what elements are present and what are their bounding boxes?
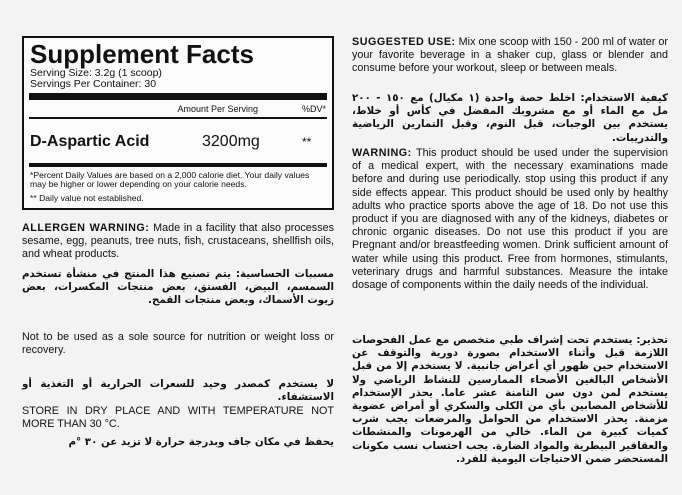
- warning-arabic: تحذير: يستخدم تحت إشراف طبي متخصص مع عمل الفحوصات اللازمة قبل وأثناء الاستخدام بصورة دورية والتوقف عن الاستخدام حين ظهور أي أعراض جانبية. لا يستخدم إلا من قبل الأشخاص البالغين الأصحاء الممارسين للنشاط الرياضي ولا يستخدم لمن دون سن الثامنة عشر عاما. يحذر الإستخدام للأشخاص المصابين بأي من الكلى والسكري أو أمراض عضوية مزمنة. يحذر الاستخدام من الحوامل والمرضعات يجب شرب كميات كبيرة من الماء. خالي من الهرمونات والمنشطات والعقاقير البيطرية والمواد الضارة. يجب احتساب نسب مكونات المستحضر ضمن الاحتياجات اليومية للفرد.: [352, 334, 668, 465]
- facts-divider-thin: [29, 117, 327, 119]
- allergen-label: ALLERGEN WARNING:: [22, 222, 150, 234]
- footnote-not-established: ** Daily value not established.: [30, 192, 144, 203]
- suggested-text: Mix one scoop with 150 - 200 ml of water or your favorite beverage in a shaker cup, glass or blender and consume before your workout, sleep or between meals.: [352, 36, 668, 75]
- ingredient-amount: 3200mg: [202, 132, 260, 150]
- allergen-text: Made in a facility that also processes sesame, egg, peanuts, tree nuts, fish, crustaceans, shellfish oils, and wheat products.: [22, 222, 334, 261]
- facts-header-row: [30, 104, 326, 114]
- storage-note: STORE IN DRY PLACE AND WITH TEMPERATURE NOT MORE THAN 30 °C.: [22, 405, 334, 431]
- facts-divider-mid: [29, 163, 327, 167]
- facts-title: Supplement Facts: [30, 39, 254, 69]
- ingredient-dv: **: [302, 134, 312, 149]
- sole-source-arabic: لا يستخدم كمصدر وحيد للسعرات الحرارية أو التغذية أو الاستشفاء.: [22, 378, 334, 404]
- warning-text: This product should be used under the supervision of a medical expert, with the necessary examinations made before and during use periodically. stop using this product if any side effects appear. This product should be used only by healthy adults who practice sports above the age of 18. Do not use this product if you are diagnosed with any of the kidneys, diabetes or chronic organic diseases. Do not use this product if you are Pregnant and/or breastfeeding women. Drink sufficient amount of water while using this product. Free from hormones, stimulants, veterinary drugs and harmful substances. Measure the intake dosage of components within the daily needs of the individual.: [352, 147, 668, 292]
- sole-source-note: Not to be used as a sole source for nutrition or weight loss or recovery.: [22, 331, 334, 357]
- footnote-percent-dv: *Percent Daily Values are based on a 2,000 calorie diet. Your daily values may be higher or lower depending on your calorie needs.: [30, 169, 310, 189]
- supplement-facts-panel: [22, 36, 334, 210]
- storage-arabic: يحفظ في مكان جاف وبدرجة حرارة لا تزيد عن ٣٠ °م: [68, 436, 334, 448]
- warning: [352, 147, 668, 292]
- facts-divider-thick: [29, 93, 327, 100]
- warning-label: WARNING:: [352, 147, 412, 159]
- allergen-warning: [22, 222, 334, 262]
- servings-per-container: Servings Per Container: 30: [30, 78, 157, 90]
- allergen-arabic: مسببات الحساسية: يتم تصنيع هذا المنتج في منشأة تستخدم السمسم، البيض، الفستق، بعض منتجات المكسرات، بعض زيوت الأسماك، وبعض منتجات القمح.: [22, 268, 334, 307]
- suggested-use: [352, 36, 668, 76]
- serving-size: Serving Size: 3.2g (1 scoop): [30, 67, 162, 79]
- ingredient-name: D-Aspartic Acid: [30, 132, 150, 150]
- suggested-arabic: كيفية الاستخدام: اخلط حصة واحدة (١ مكيال) مع ١٥٠ - ٢٠٠ مل مع الماء أو مع مشروبك المفضل في كأس أو خلاط، يستخدم بين الوجبات، قبل النوم، وقبل التمارين الرياضية والتدريبات.: [352, 92, 668, 144]
- ingredient-row: [30, 133, 326, 151]
- suggested-label: SUGGESTED USE:: [352, 36, 456, 48]
- dv-header: %DV*: [301, 104, 326, 114]
- amount-header: Amount Per Serving: [177, 104, 258, 114]
